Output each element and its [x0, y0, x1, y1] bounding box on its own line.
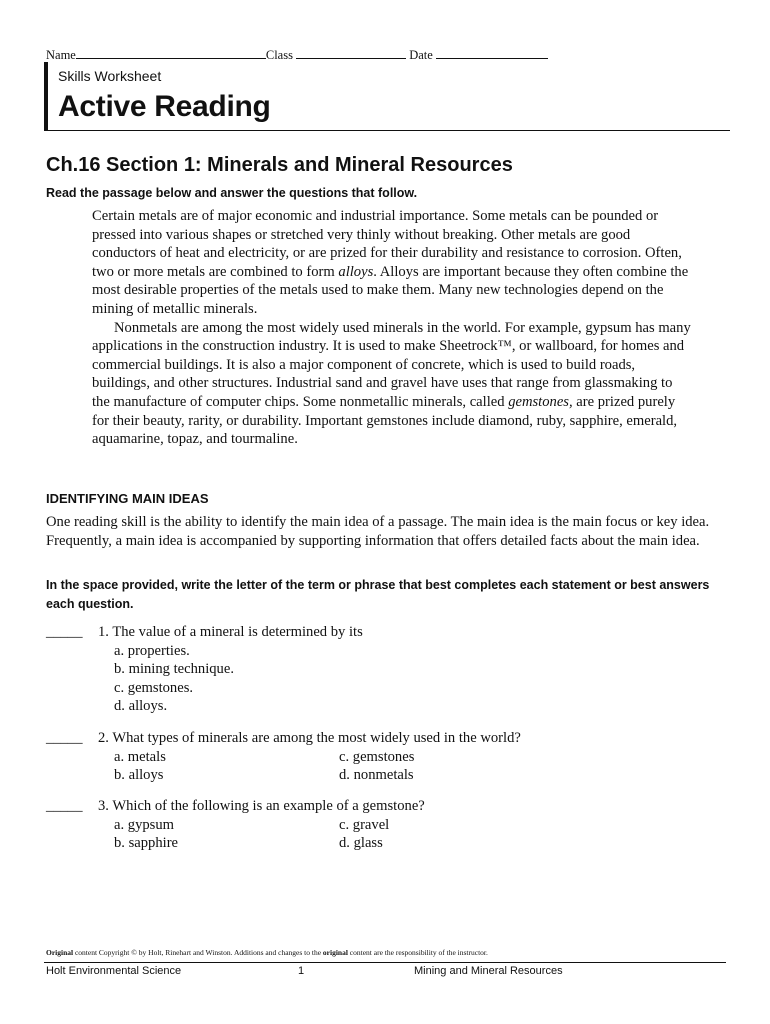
- date-field[interactable]: [436, 46, 548, 59]
- option-a: a. properties.: [114, 642, 190, 659]
- term-gemstones: gemstones,: [508, 393, 573, 410]
- name-class-date-line: [46, 46, 736, 63]
- question-2: [46, 729, 736, 789]
- skills-worksheet-label: Skills Worksheet: [58, 68, 162, 84]
- passage-text: . Alloys are important because they often combine the most desirable properties of the metals used to make them. Many new technologies depend on the mining of metallic minerals.: [92, 263, 689, 317]
- name-field[interactable]: [76, 46, 266, 59]
- passage-text: Certain metals are of major economic and industrial importance. Some metals can be pounded or pressed into various shapes or stretched very thinly without breaking. Other metals are good conductors of heat and electricity, or are prized for their durability and resistance to corrosion. Often, two or more metals are combined to form: [92, 208, 682, 280]
- passage-paragraph-1: [92, 207, 692, 319]
- option-list: [114, 642, 234, 716]
- worksheet-header: [44, 62, 730, 131]
- page-number: 1: [298, 965, 305, 977]
- main-ideas-body: One reading skill is the ability to identify the main idea of a passage. The main idea is the main focus or key idea. Frequently, a main idea is accompanied by supporting information that offers detailed facts about the main idea.: [46, 514, 710, 549]
- question-stem: 3. Which of the following is an example of a gemstone?: [98, 798, 425, 814]
- question-1: [46, 623, 736, 723]
- passage-text: are prized purely for their beauty, rarity, or durability. Important gemstones include diamond, ruby, sapphire, emerald, aquamarine, topaz, and tourmaline.: [92, 393, 678, 448]
- option-b: b. sapphire: [114, 835, 179, 852]
- answer-blank[interactable]: _____: [46, 624, 83, 640]
- section-title: Ch.16 Section 1: Minerals and Mineral Resources: [46, 154, 513, 176]
- name-label: Name: [46, 48, 76, 62]
- option-c: c. gravel: [339, 816, 390, 833]
- option-c: c. gemstones: [339, 748, 415, 765]
- option-d: d. glass: [339, 835, 383, 852]
- footer-chapter: Mining and Mineral Resources: [414, 965, 563, 977]
- question-stem: 2. What types of minerals are among the most widely used in the world?: [98, 730, 521, 746]
- option-d: d. nonmetals: [339, 767, 414, 784]
- passage-paragraph-2: [92, 319, 692, 449]
- passage-text: Nonmetals are among the most widely used minerals in the world. For example, gypsum has many applications in the construction industry. It is used to make Sheetrock™, or wallboard, for homes and commercial buildings. It is also a major component of concrete, which is used to build roads, buildings, and other structures. Industrial sand and gravel have uses that range from glassmaking to the manufacture of computer chips. Some nonmetallic minerals, called: [92, 319, 691, 410]
- copyright-notice: [46, 948, 488, 957]
- class-label: Class: [265, 48, 293, 62]
- option-b: b. mining technique.: [114, 661, 234, 678]
- footer-divider: [44, 962, 726, 963]
- passage-instruction: Read the passage below and answer the questions that follow.: [46, 186, 418, 200]
- option-c: c. gemstones.: [114, 679, 194, 696]
- option-a: a. metals: [114, 748, 166, 765]
- reading-passage: [92, 207, 692, 449]
- term-alloys: alloys: [338, 263, 374, 280]
- option-a: a. gypsum: [114, 816, 174, 833]
- answer-blank[interactable]: _____: [46, 730, 83, 746]
- question-stem: 1. The value of a mineral is determined by its: [98, 624, 363, 640]
- footer-course: Holt Environmental Science: [46, 965, 182, 977]
- copyright-text: content are the responsibility of the instructor.: [347, 948, 488, 957]
- option-b: b. alloys: [114, 767, 164, 784]
- question-instruction: In the space provided, write the letter of the term or phrase that best completes each statement or best answers each question.: [46, 578, 710, 611]
- date-label: Date: [409, 48, 433, 62]
- page-title: Active Reading: [58, 90, 271, 123]
- option-d: d. alloys.: [114, 698, 168, 715]
- copyright-bold: Original: [46, 948, 74, 957]
- class-field[interactable]: [296, 46, 406, 59]
- main-ideas-heading: IDENTIFYING MAIN IDEAS: [46, 491, 209, 506]
- answer-blank[interactable]: _____: [46, 798, 83, 814]
- copyright-bold: original: [322, 948, 348, 957]
- question-3: [46, 797, 736, 857]
- copyright-text: content Copyright © by Holt, Rinehart and Winston. Additions and changes to the: [73, 948, 323, 957]
